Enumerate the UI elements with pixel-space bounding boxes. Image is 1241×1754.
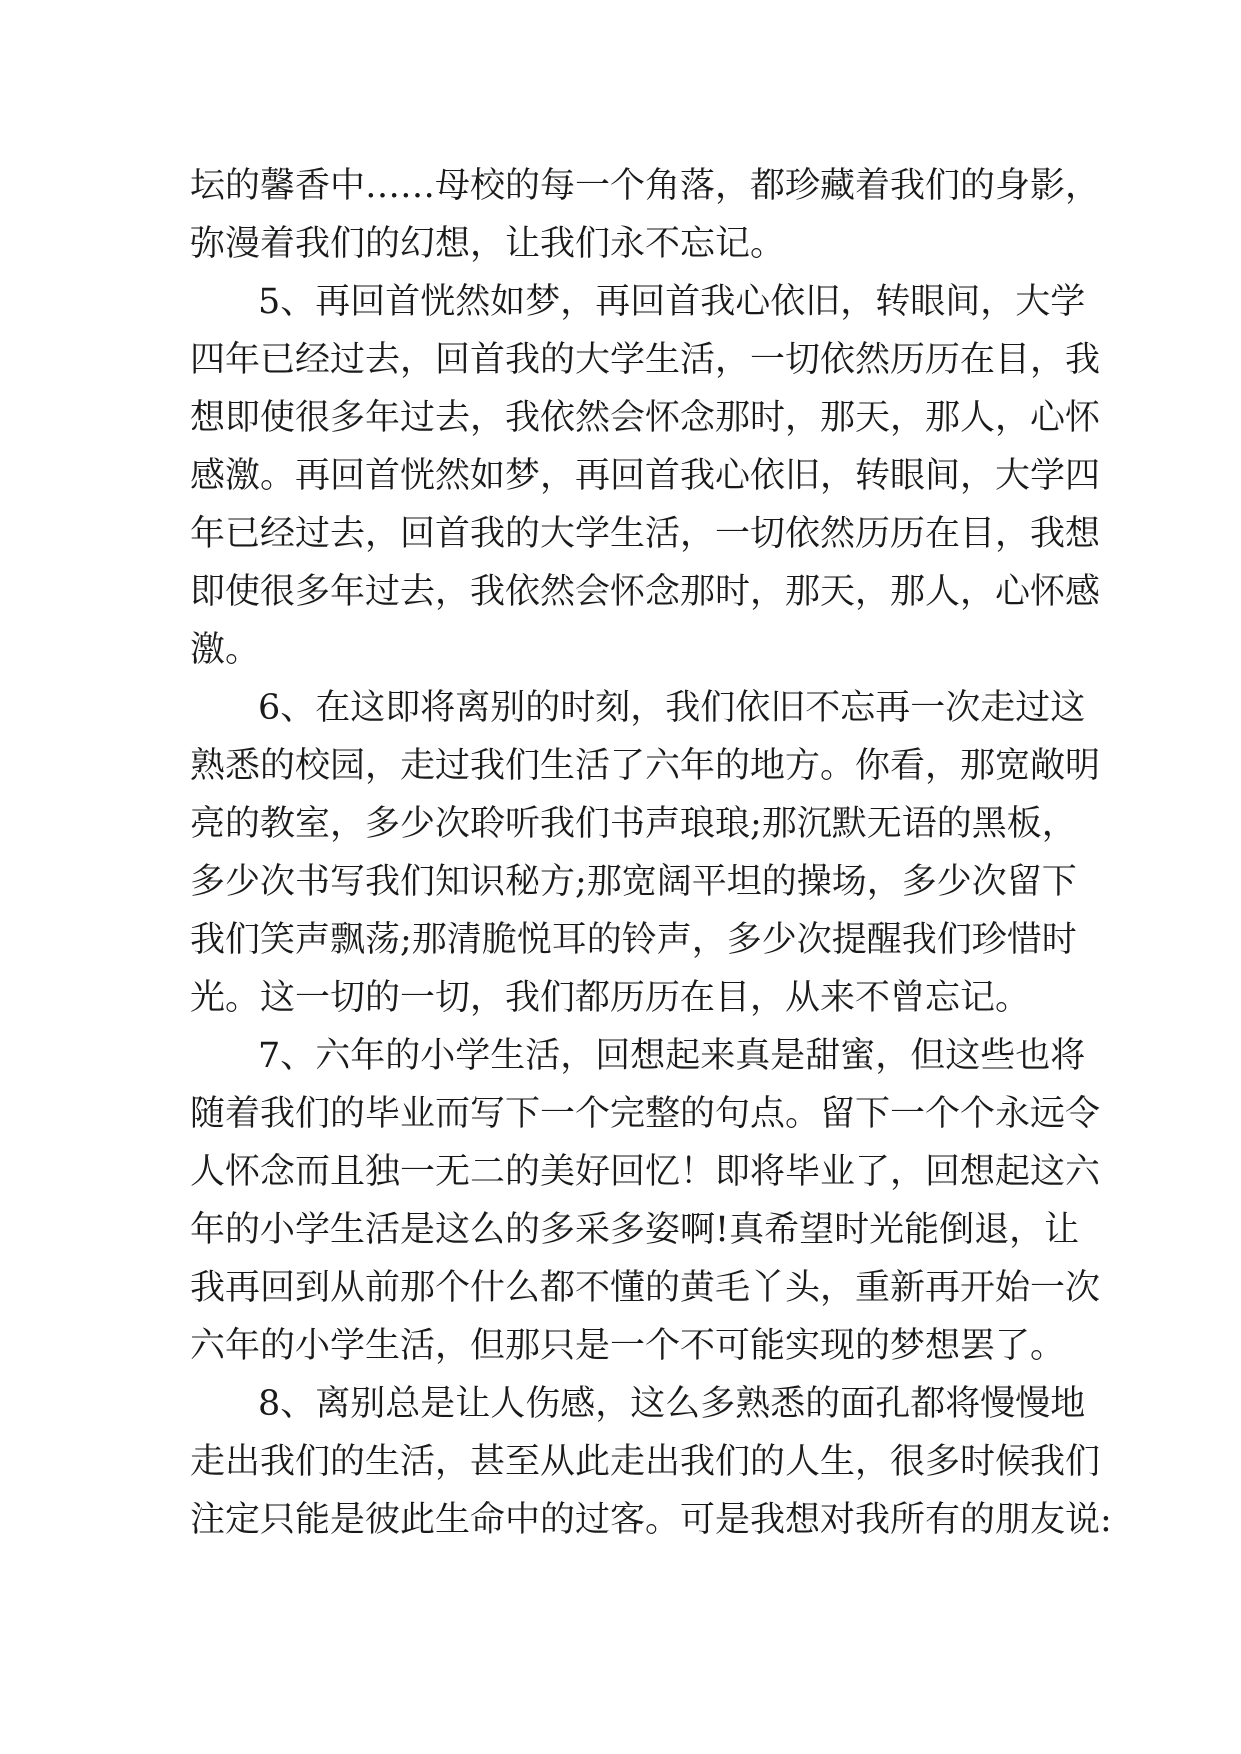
text-line: 年已经过去，回首我的大学生活，一切依然历历在目，我想 <box>190 514 1101 554</box>
text-line: 亮的教室，多少次聆听我们书声琅琅;那沉默无语的黑板， <box>190 804 1077 844</box>
text-line: 我们笑声飘荡;那清脆悦耳的铃声，多少次提醒我们珍惜时 <box>190 920 1077 960</box>
text-line: 年的小学生活是这么的多采多姿啊!真希望时光能倒退，让 <box>190 1210 1080 1250</box>
paragraph-4-tail <box>190 157 1101 273</box>
text-line: 人怀念而且独一无二的美好回忆！即将毕业了，回想起这六 <box>190 1152 1101 1192</box>
text-line: 激。 <box>190 630 261 670</box>
text-line: 弥漫着我们的幻想，让我们永不忘记。 <box>190 224 786 264</box>
text-line: 多少次书写我们知识秘方;那宽阔平坦的操场，多少次留下 <box>190 862 1077 902</box>
paragraph-8 <box>190 1375 1112 1549</box>
paragraph-5 <box>190 273 1101 679</box>
text-line: 感激。再回首恍然如梦，再回首我心依旧，转眼间，大学四 <box>190 456 1101 496</box>
text-line: 注定只能是彼此生命中的过客。可是我想对我所有的朋友说: <box>190 1500 1112 1540</box>
text-line: 坛的馨香中……母校的每一个角落，都珍藏着我们的身影， <box>190 166 1101 206</box>
text-line: 随着我们的毕业而写下一个完整的句点。留下一个个永远令 <box>190 1094 1101 1134</box>
text-line: 六年的小学生活，但那只是一个不可能实现的梦想罢了。 <box>190 1326 1066 1366</box>
text-line: 熟悉的校园，走过我们生活了六年的地方。你看，那宽敞明 <box>190 746 1101 786</box>
text-line: 想即使很多年过去，我依然会怀念那时，那天，那人，心怀 <box>190 398 1101 438</box>
text-line: 6、在这即将离别的时刻，我们依旧不忘再一次走过这 <box>258 688 1086 728</box>
text-line: 5、再回首恍然如梦，再回首我心依旧，转眼间，大学 <box>258 282 1086 322</box>
paragraph-7 <box>190 1027 1101 1375</box>
text-line: 光。这一切的一切，我们都历历在目，从来不曾忘记。 <box>190 978 1031 1018</box>
text-line: 我再回到从前那个什么都不懂的黄毛丫头，重新再开始一次 <box>190 1268 1101 1308</box>
text-line: 7、六年的小学生活，回想起来真是甜蜜，但这些也将 <box>258 1036 1086 1076</box>
text-line: 走出我们的生活，甚至从此走出我们的人生，很多时候我们 <box>190 1442 1101 1482</box>
document-body <box>190 157 1112 1549</box>
text-line: 四年已经过去，回首我的大学生活，一切依然历历在目，我 <box>190 340 1101 380</box>
text-line: 8、离别总是让人伤感，这么多熟悉的面孔都将慢慢地 <box>258 1384 1086 1424</box>
text-line: 即使很多年过去，我依然会怀念那时，那天，那人，心怀感 <box>190 572 1101 612</box>
paragraph-6 <box>190 679 1101 1027</box>
